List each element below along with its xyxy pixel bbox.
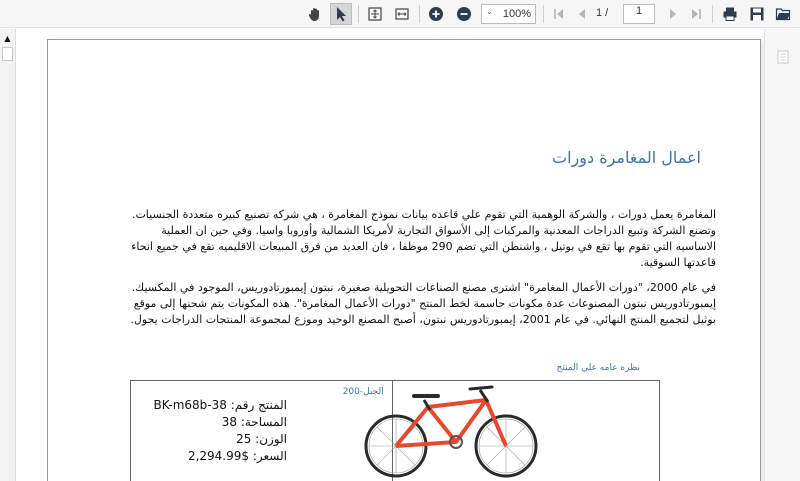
page-count: 1 /	[596, 7, 609, 19]
document-page	[47, 39, 761, 481]
fit-width-icon[interactable]	[392, 4, 412, 24]
document-viewer[interactable]	[0, 29, 800, 481]
zoom-value: 100%	[502, 8, 531, 20]
select-arrow-icon[interactable]	[330, 3, 352, 25]
open-folder-icon[interactable]	[773, 4, 793, 24]
paragraph-2: في عام 2000، "دورات الأعمال المغامرة" اشترى مصنع الصناعات التحويلية صغيرة، نبتون إيمبورتادوريس، الموجود في المكسيك. إيمبورتادوريس نبتون المصنوعات عدة مكونات حاسمة لخط المنتج "دورات الأعمال المغامرة". هذه المكونات يتم شحنها إلى موقع بوثيل لتجميع المنتج النهائي. في عام 2001، إيمبورتادوريس نبتون، أصبح المصنع الوحيد وموزع لمجموعة المنتجات الدراجات يجول.	[130, 281, 716, 326]
product-weight: الوزن: 25	[236, 432, 287, 446]
page-thumbnail[interactable]	[2, 47, 13, 61]
product-number: المنتج رقم: BK-m68b-38	[153, 398, 287, 412]
product-info-cell	[131, 381, 393, 481]
chevron-down-icon: ⌄	[486, 7, 493, 16]
document-title: اعمال المغامرة دورات	[552, 148, 701, 167]
thumbnails-icon[interactable]	[777, 49, 789, 68]
toolbar	[0, 0, 800, 28]
hand-tool-icon[interactable]	[305, 4, 325, 24]
product-price: السعر: $2,294.99	[187, 449, 287, 463]
page-number-input[interactable]: 1	[623, 4, 655, 24]
fit-page-icon[interactable]	[365, 4, 385, 24]
product-overview-label: نظره عامه علي المنتج	[556, 363, 640, 373]
paragraph-1: المغامرة يعمل دورات ، والشركة الوهمية التي تقوم علي قاعده بيانات نموذج المغامرة ، هي شركه تصنيع كبيره متعددة الجنسيات. وتصنع الشركة وتبيع الدراجات المعدنية والمركبات إلى الأسواق التجارية لأمريكا الشمالية وأوروبا واسيا. وفي حين ان العملية الاساسيه التي تقوم بها تقع في بوتيل ، واشنطن التي تضم 290 موظفا ، فان العديد من فرق المبيعات الاقليميه تقع في جميع انحاء قاعدتها السوقية.	[131, 208, 716, 269]
bicycle-image	[358, 382, 548, 481]
print-icon[interactable]	[720, 4, 740, 24]
first-page-icon[interactable]	[549, 4, 569, 24]
previous-page-icon[interactable]	[572, 4, 592, 24]
product-name: الجبل-200	[342, 387, 384, 397]
zoom-dropdown[interactable]	[481, 4, 536, 24]
save-icon[interactable]	[747, 4, 767, 24]
left-panel	[0, 29, 16, 481]
next-page-icon[interactable]	[663, 4, 683, 24]
zoom-in-icon[interactable]	[426, 4, 446, 24]
product-size: المساحة: 38	[221, 415, 287, 429]
zoom-out-icon[interactable]	[454, 4, 474, 24]
triangle-up-icon[interactable]: ▲	[4, 34, 11, 43]
right-panel	[764, 29, 800, 481]
last-page-icon[interactable]	[686, 4, 706, 24]
